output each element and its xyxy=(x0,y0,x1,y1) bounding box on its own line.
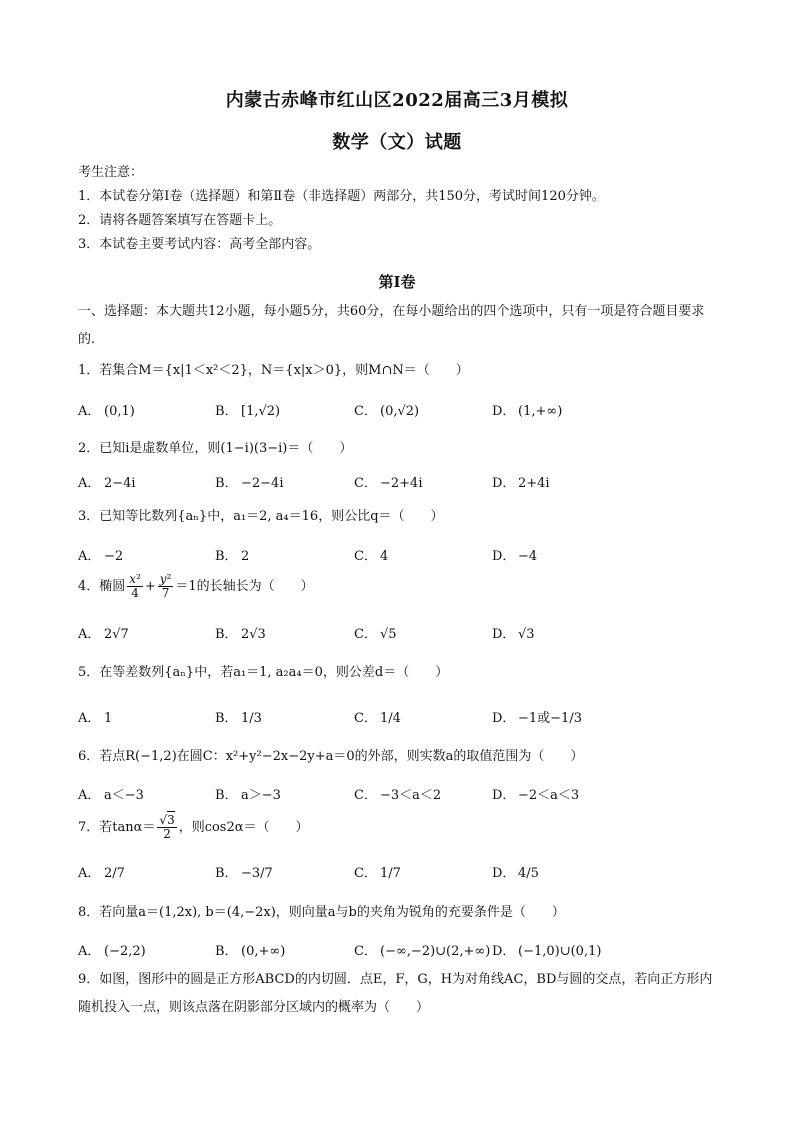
option-d: D． 4/5 xyxy=(492,866,539,881)
option-a: A． (0,1) xyxy=(78,404,135,419)
exam-title: 内蒙古赤峰市红山区2022届高三3月模拟 xyxy=(225,90,569,111)
option-b: B． 1/3 xyxy=(215,711,262,726)
options-row xyxy=(78,862,718,886)
option-c: C． 4 xyxy=(354,549,389,564)
options-row xyxy=(78,940,718,964)
option-c: C． √5 xyxy=(354,627,397,642)
option-a: A． 2/7 xyxy=(78,866,125,881)
options-row xyxy=(78,472,718,496)
options-row xyxy=(78,400,718,424)
options-row xyxy=(78,545,718,569)
option-b: B． 2 xyxy=(215,549,250,564)
option-d: D． √3 xyxy=(492,627,535,642)
option-d: D． (−1,0)∪(0,1) xyxy=(492,944,602,959)
question-stem: 7．若tanα＝ $\frac{√3}{2}$ ，则cos2α＝（ ） xyxy=(78,813,309,841)
option-b: B． 2√3 xyxy=(215,627,266,642)
option-d: D． 2+4i xyxy=(492,476,550,491)
question-stem: 3．已知等比数列{aₙ}中，a₁＝2, a₄＝16，则公比q＝（ ） xyxy=(78,509,444,524)
option-b: B． −3/7 xyxy=(215,866,273,881)
option-c: C． 1/7 xyxy=(354,866,401,881)
option-a: A． a＜−3 xyxy=(78,788,144,803)
option-a: A． 1 xyxy=(78,711,113,726)
question-stem: 1．若集合M＝{x|1＜x²＜2}，N＝{x|x＞0}，则M∩N＝（ ） xyxy=(78,363,469,378)
option-b: B． a＞−3 xyxy=(215,788,281,803)
question-stem: 5．在等差数列{aₙ}中，若a₁＝1, a₂a₄＝0，则公差d＝（ ） xyxy=(78,665,449,680)
fraction-x2-4: $\frac{\text{x²}}{4}$ xyxy=(129,572,141,600)
option-b: B． (0,+∞) xyxy=(215,944,286,959)
question-stem: 6．若点R(−1,2)在圆C：x²+y²−2x−2y+a＝0的外部，则实数a的取值范围为（ ） xyxy=(78,749,584,764)
notice-item: 1．本试卷分第Ⅰ卷（选择题）和第Ⅱ卷（非选择题）两部分，共150分，考试时间120分钟。 xyxy=(78,189,605,204)
section-instruction: 一、选择题：本大题共12小题，每小题5分，共60分，在每小题给出的四个选项中，只有一项是符合题目要求的. xyxy=(78,304,705,347)
question-stem: 8．若向量a＝(1,2x), b＝(4,−2x)，则向量a与b的夹角为锐角的充要条件是（ ） xyxy=(78,905,565,920)
option-a: A． −2 xyxy=(78,549,124,564)
fraction-sqrt3-2: $\frac{√3}{2}$ xyxy=(159,813,175,841)
option-b: B． −2−4i xyxy=(215,476,284,491)
option-d: D． −4 xyxy=(492,549,538,564)
option-c: C． (−∞,−2)∪(2,+∞) xyxy=(354,944,491,959)
option-d: D． −2＜a＜3 xyxy=(492,788,580,803)
notice-heading: 考生注意： xyxy=(78,165,144,180)
notice-item: 3．本试卷主要考试内容：高考全部内容。 xyxy=(78,237,321,252)
question-stem: 4．椭圆 $\frac{\text{x²}}{4}$ + $\frac{\text{y²}}{7}$ ＝1的长轴长为（ ） xyxy=(78,572,314,600)
question-stem: 2．已知i是虚数单位，则(1−i)(3−i)＝（ ） xyxy=(78,441,353,456)
fraction-y2-7: $\frac{\text{y²}}{7}$ xyxy=(159,572,172,600)
options-row xyxy=(78,784,718,808)
option-a: A． 2−4i xyxy=(78,476,136,491)
options-row xyxy=(78,623,718,647)
option-c: C． −2+4i xyxy=(354,476,423,491)
options-row xyxy=(78,707,718,731)
option-b: B． [1,√2) xyxy=(215,404,281,419)
option-a: A． 2√7 xyxy=(78,627,129,642)
option-c: C． 1/4 xyxy=(354,711,401,726)
option-d: D． −1或−1/3 xyxy=(492,711,582,726)
notice-item: 2．请将各题答案填写在答题卡上。 xyxy=(78,213,282,228)
option-d: D． (1,+∞) xyxy=(492,404,563,419)
exam-subtitle: 数学（文）试题 xyxy=(332,132,462,153)
option-c: C． −3＜a＜2 xyxy=(354,788,442,803)
section-title: 第Ⅰ卷 xyxy=(378,273,416,291)
option-c: C． (0,√2) xyxy=(354,404,420,419)
option-a: A． (−2,2) xyxy=(78,944,146,959)
question-stem: 9．如图，图形中的圆是正方形ABCD的内切圆．点E，F，G，H为对角线AC，BD与圆的交点，若向正方形内随机投入一点，则该点落在阴影部分区域内的概率为（ ） xyxy=(78,972,713,1015)
